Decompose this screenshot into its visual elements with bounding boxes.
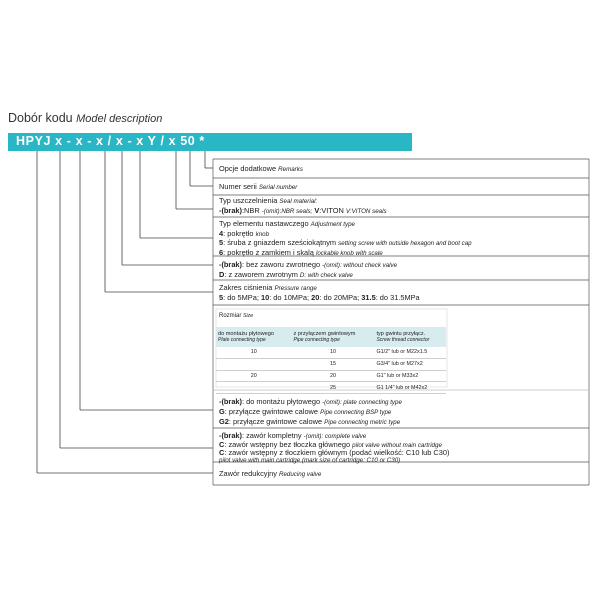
remarks-label: Opcje dodatkowe Remarks (219, 164, 303, 173)
size-table-title: Rozmiar Size (219, 313, 254, 319)
size-table (216, 327, 446, 394)
serial-label: Numer serii Serial number (219, 182, 298, 191)
check-valve-section: -(brak): bez zaworu zwrotnego -(omit): without check valve D: z zaworem zwrotnym D: with check valve (219, 260, 398, 279)
size-col-pipe: z przyłączem gwintowym Pipe connecting type (292, 327, 375, 347)
size-col-thread: typ gwintu przyłącz. Screw thread connector (374, 327, 446, 347)
pilot-section: -(brak): zawór kompletny -(omit): complete valve C: zawór wstępny bez tłoczka głównego pilot valve without main cartridge C: zawór wstępny z tłoczkiem głównym (podać wielkość: C10 lub C30) pilot valve with main cartridge (mark size of cartridge: C10 or C30) (219, 431, 450, 464)
table-row: 25 G1 1/4" lub or M42x2 (216, 382, 446, 394)
pressure-section: Zakres ciśnienia Pressure range 5: do 5MPa; 10: do 10MPa; 20: do 20MPa; 31.5: do 31.5MPa (219, 283, 420, 302)
table-row: 15 G3/4" lub or M27x2 (216, 358, 446, 370)
table-row: 20 20 G1" lub or M33x2 (216, 370, 446, 382)
reducing-valve-label: Zawór redukcyjny Reducing valve (219, 469, 322, 478)
connection-section: -(brak): do montażu płytowego -(omit): plate connecting type G: przyłącze gwintowe calowe Pipe connecting BSP type G2: przyłącze gwintowe calowe Pipe connecting metric type (219, 397, 402, 426)
table-row: 10 10 G1/2" lub or M22x1.5 (216, 347, 446, 358)
page-title: Dobór kodu Model description (8, 111, 163, 125)
adjust-section: Typ elementu nastawczego Adjustment type 4: pokrętło knob 5: śruba z gniazdem sześciokątnym setting screw with outside hexagon and boot cap 6: pokrętło z zamkiem i skalą lockable knob with scale (219, 219, 472, 257)
seal-section: Typ uszczelnienia Seal material: -(brak):NBR -(omit):NBR seals; V:VITON V:VITON seals (219, 196, 387, 215)
size-col-plate: do montażu płytowego Plate connecting type (216, 327, 292, 347)
model-code: HPYJ x - x - x / x - x Y / x 50 * (16, 134, 205, 148)
